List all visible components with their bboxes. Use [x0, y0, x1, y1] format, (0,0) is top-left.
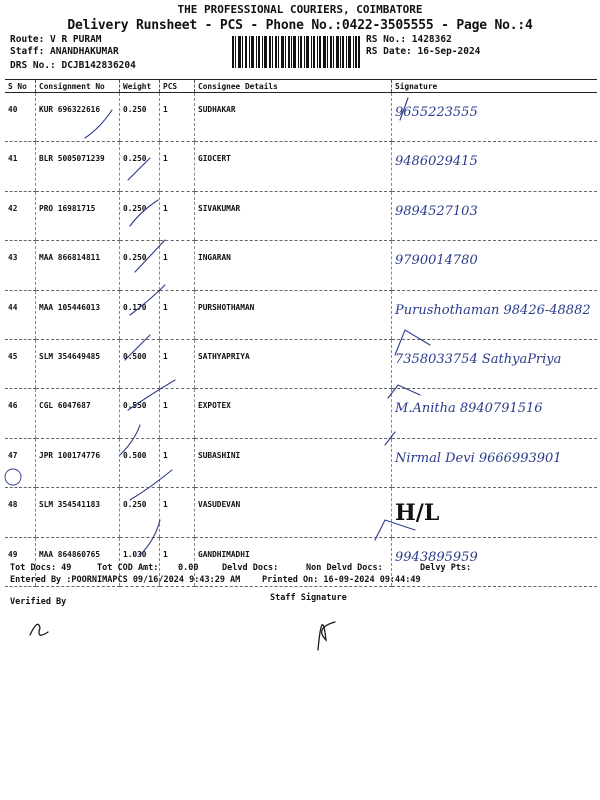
- table-row: [5, 191, 597, 240]
- non-delivered-docs: Non Delvd Docs:: [306, 563, 383, 573]
- handwritten-note: 9655223555: [395, 105, 478, 120]
- handwritten-note: H/L: [395, 500, 440, 527]
- cell-pcs: 1: [160, 191, 195, 240]
- cell-consignment: JPR 100174776: [36, 438, 120, 487]
- table-header-row: [5, 80, 597, 93]
- cell-sno: 47: [5, 438, 36, 487]
- cell-consignee: VASUDEVAN: [195, 488, 392, 537]
- cell-weight: 0.250: [120, 93, 160, 142]
- cell-sno: 48: [5, 488, 36, 537]
- route-label: Route: V R PURAM: [10, 34, 102, 45]
- table-row: [5, 93, 597, 142]
- cell-pcs: 1: [160, 241, 195, 290]
- cell-consignment: KUR 696322616: [36, 93, 120, 142]
- barcode-image: [232, 36, 360, 68]
- cell-weight: 0.170: [120, 290, 160, 339]
- cell-sno: 41: [5, 142, 36, 191]
- col-consignee: Consignee Details: [195, 80, 392, 93]
- delivered-docs: Delvd Docs:: [222, 563, 279, 573]
- cell-weight: 0.500: [120, 438, 160, 487]
- cell-consignee: SUDHAKAR: [195, 93, 392, 142]
- cell-consignment: MAA 105446013: [36, 290, 120, 339]
- cell-pcs: 1: [160, 537, 195, 586]
- col-pcs: PCS: [160, 80, 195, 93]
- cell-consignee: SATHYAPRIYA: [195, 339, 392, 388]
- cell-weight: 0.250: [120, 488, 160, 537]
- col-signature: Signature: [392, 80, 598, 93]
- cell-weight: 0.250: [120, 191, 160, 240]
- table-row: [5, 389, 597, 438]
- cell-consignee: SUBASHINI: [195, 438, 392, 487]
- cell-signature: [392, 339, 598, 388]
- verified-by-label: Verified By: [10, 597, 67, 607]
- handwritten-note: 9790014780: [395, 253, 478, 269]
- runsheet-table: [5, 79, 597, 587]
- staff-signature-mark: [318, 622, 335, 650]
- cell-consignment: SLM 354541183: [36, 488, 120, 537]
- cell-sno: 49: [5, 537, 36, 586]
- cell-weight: 0.250: [120, 241, 160, 290]
- handwritten-note: 9943895959: [395, 549, 478, 565]
- cell-signature: [392, 389, 598, 438]
- staff-label: Staff: ANANDHAKUMAR: [10, 46, 119, 57]
- delivery-points: Delvy Pts:: [420, 563, 472, 573]
- handwritten-note: M.Anitha 8940791516: [395, 401, 543, 417]
- cell-consignee: EXPOTEX: [195, 389, 392, 438]
- cell-pcs: 1: [160, 438, 195, 487]
- cell-consignment: SLM 354649485: [36, 339, 120, 388]
- cell-consignee: INGARAN: [195, 241, 392, 290]
- cell-weight: 0.250: [120, 142, 160, 191]
- cell-consignment: PRO 16981715: [36, 191, 120, 240]
- col-consignment: Consignment No: [36, 80, 120, 93]
- cell-consignee: GANDHIMADHI: [195, 537, 392, 586]
- table-row: [5, 241, 597, 290]
- cell-signature: [392, 438, 598, 487]
- cell-signature: [392, 93, 598, 142]
- cell-consignee: PURSHOTHAMAN: [195, 290, 392, 339]
- drs-label: DRS No.: DCJB142836204: [10, 60, 136, 71]
- tot-cod-label: Tot COD Amt:: [97, 563, 159, 573]
- cell-signature: [392, 488, 598, 537]
- cell-signature: [392, 241, 598, 290]
- handwritten-note: 9894527103: [395, 203, 478, 219]
- table-row: [5, 290, 597, 339]
- cell-pcs: 1: [160, 389, 195, 438]
- cell-signature: [392, 537, 598, 586]
- table-row: [5, 339, 597, 388]
- cell-sno: 43: [5, 241, 36, 290]
- printed-on: Printed On: 16-09-2024 09:44:49: [262, 575, 421, 585]
- table-row: [5, 488, 597, 537]
- cell-signature: [392, 290, 598, 339]
- handwritten-note: 7358033754 SathyaPriya: [395, 351, 562, 367]
- table-row: [5, 438, 597, 487]
- runsheet-title: Delivery Runsheet - PCS - Phone No.:0422-3505555 - Page No.:4: [67, 18, 533, 33]
- cell-pcs: 1: [160, 290, 195, 339]
- cell-sno: 44: [5, 290, 36, 339]
- cell-signature: [392, 142, 598, 191]
- cell-pcs: 1: [160, 339, 195, 388]
- cell-sno: 40: [5, 93, 36, 142]
- tot-docs: Tot Docs: 49: [10, 563, 72, 573]
- cell-pcs: 1: [160, 142, 195, 191]
- cell-sno: 45: [5, 339, 36, 388]
- company-title: THE PROFESSIONAL COURIERS, COIMBATORE: [177, 3, 423, 16]
- handwritten-note: Purushothaman 98426-48882: [395, 302, 591, 318]
- entered-by: Entered By :POORNIMAPCS 09/16/2024 9:43:29 AM: [10, 575, 241, 585]
- tot-cod-value: 0.00: [178, 563, 199, 573]
- col-sno: S No: [5, 80, 36, 93]
- handwritten-note: 9486029415: [395, 154, 478, 170]
- cell-sno: 42: [5, 191, 36, 240]
- rs-number: RS No.: 1428362: [366, 34, 452, 45]
- cell-pcs: 1: [160, 488, 195, 537]
- cell-signature: [392, 191, 598, 240]
- cell-pcs: 1: [160, 93, 195, 142]
- cell-consignee: SIVAKUMAR: [195, 191, 392, 240]
- staff-signature-label: Staff Signature: [270, 593, 347, 603]
- handwritten-note: Nirmal Devi 9666993901: [395, 450, 562, 466]
- rs-date: RS Date: 16-Sep-2024: [366, 46, 481, 57]
- table-row: [5, 142, 597, 191]
- cell-consignment: MAA 866814811: [36, 241, 120, 290]
- cell-weight: 0.500: [120, 339, 160, 388]
- cell-consignee: GIOCERT: [195, 142, 392, 191]
- cell-consignment: CGL 6047687: [36, 389, 120, 438]
- cell-consignment: BLR 5005071239: [36, 142, 120, 191]
- cell-weight: 0.550: [120, 389, 160, 438]
- cell-consignment: MAA 864860765: [36, 537, 120, 586]
- cell-weight: 1.030: [120, 537, 160, 586]
- col-weight: Weight: [120, 80, 160, 93]
- cell-sno: 46: [5, 389, 36, 438]
- verifier-signature: [30, 624, 48, 635]
